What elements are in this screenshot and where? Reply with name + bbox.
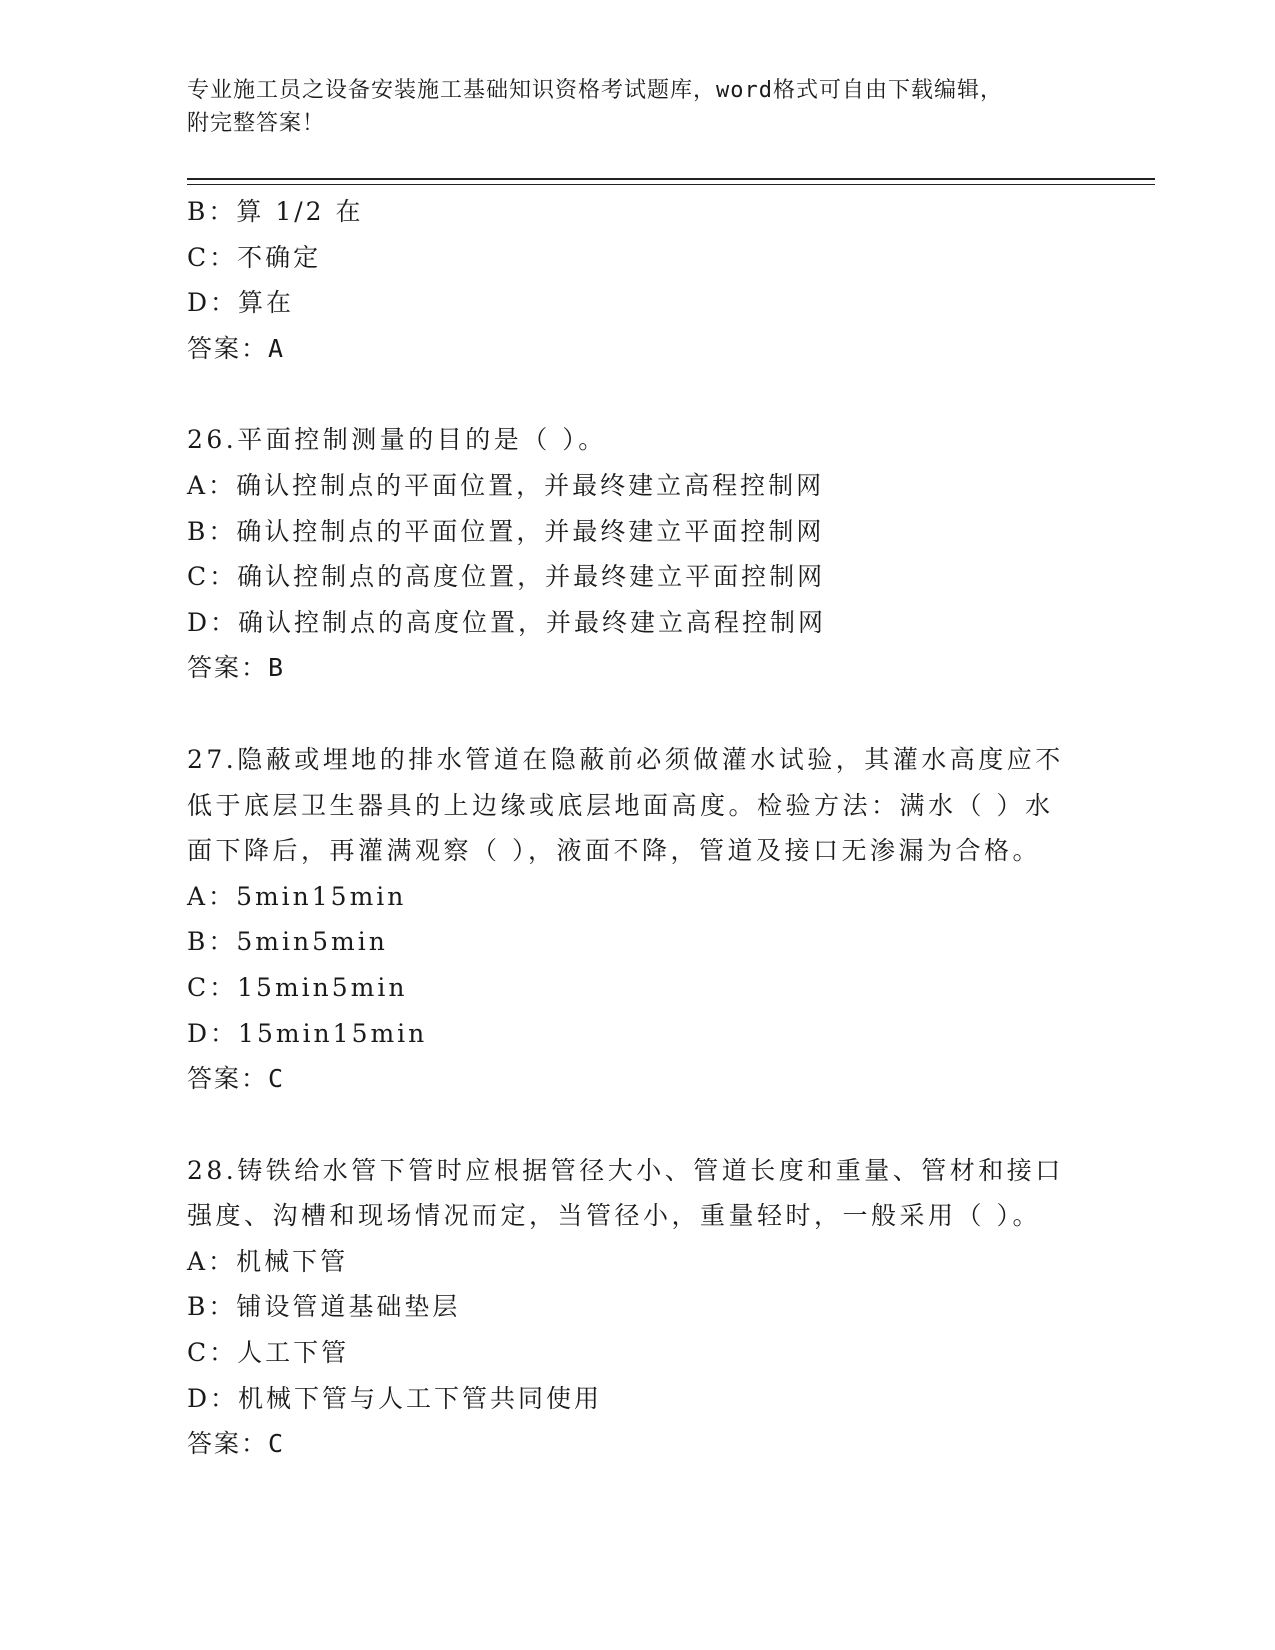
question-stem-line: 26.平面控制测量的目的是（ ）。 <box>187 425 607 455</box>
question-list <box>187 189 1087 1467</box>
answer-value: C <box>268 1429 286 1459</box>
option-text: 铺设管道基础垫层 <box>236 1292 461 1322</box>
option-label: C： <box>187 972 238 1002</box>
question-stem-line: 低于底层卫生器具的上边缘或底层地面高度。检验方法：满水（ ）水 <box>187 790 1054 820</box>
document-header <box>187 74 1067 140</box>
answer-value: C <box>268 1064 286 1094</box>
question-block <box>187 737 1087 1102</box>
option-label: B： <box>187 1292 237 1322</box>
option-label: C： <box>187 562 238 592</box>
answer-label: 答案： <box>187 653 269 683</box>
option-text: 15min5min <box>237 972 408 1002</box>
option-text: 确认控制点的高度位置，并最终建立高程控制网 <box>238 607 827 637</box>
question-25-continued <box>187 189 1087 371</box>
option-text: 确认控制点的平面位置，并最终建立高程控制网 <box>236 470 825 500</box>
question-block <box>187 1148 1087 1467</box>
option-text: 机械下管 <box>236 1246 349 1276</box>
option-line <box>187 554 1087 600</box>
question-gap <box>187 691 1087 737</box>
answer-value: B <box>268 653 286 683</box>
option-line <box>187 965 1087 1011</box>
question-stem-line: 27.隐蔽或埋地的排水管道在隐蔽前必须做灌水试验，其灌水高度应不 <box>187 744 1064 774</box>
option-text: 15min15min <box>238 1018 428 1048</box>
option-label: B： <box>187 927 237 957</box>
option-text: 5min5min <box>236 927 388 957</box>
option-line <box>187 919 1087 965</box>
option-line <box>187 463 1087 509</box>
option-label: C： <box>187 1338 238 1368</box>
option-text: 确认控制点的高度位置，并最终建立平面控制网 <box>237 562 826 592</box>
question-block <box>187 417 1087 691</box>
answer-line <box>187 1421 1087 1467</box>
header-divider-thick <box>187 178 1155 180</box>
option-b: B：算 1/2 在 <box>187 197 364 226</box>
header-divider-thin <box>187 184 1155 185</box>
option-line <box>187 1376 1087 1422</box>
question-stem-line: 强度、沟槽和现场情况而定，当管径小，重量轻时，一般采用（ ）。 <box>187 1201 1041 1231</box>
option-label: D： <box>187 1383 239 1413</box>
option-text: 确认控制点的平面位置，并最终建立平面控制网 <box>236 516 825 546</box>
option-text: 5min15min <box>236 881 407 911</box>
option-line <box>187 1330 1087 1376</box>
header-line-2: 附完整答案！ <box>187 111 326 136</box>
option-label: D： <box>187 607 239 637</box>
option-label: A： <box>187 881 237 911</box>
question-stem-line: 28.铸铁给水管下管时应根据管径大小、管道长度和重量、管材和接口 <box>187 1155 1064 1185</box>
answer-label: 答案： <box>187 1064 269 1094</box>
option-label: A： <box>187 1246 237 1276</box>
answer-label: 答案： <box>187 1429 269 1459</box>
option-line <box>187 874 1087 920</box>
option-label: B： <box>187 516 237 546</box>
answer-line: 答案：A <box>187 333 286 363</box>
option-label: D： <box>187 1018 239 1048</box>
question-gap <box>187 371 1087 417</box>
option-c: C：不确定 <box>187 242 322 272</box>
answer-line <box>187 645 1087 691</box>
option-line <box>187 600 1087 646</box>
option-text: 人工下管 <box>237 1338 350 1368</box>
option-line <box>187 1239 1087 1285</box>
answer-line <box>187 1056 1087 1102</box>
option-text: 机械下管与人工下管共同使用 <box>238 1383 603 1413</box>
option-line <box>187 1011 1087 1057</box>
question-gap <box>187 1102 1087 1148</box>
option-line <box>187 509 1087 555</box>
option-label: A： <box>187 470 237 500</box>
question-stem-line: 面下降后，再灌满观察（ ），液面不降，管道及接口无渗漏为合格。 <box>187 836 1041 866</box>
header-line-1: 专业施工员之设备安装施工基础知识资格考试题库，word格式可自由下载编辑， <box>187 78 1003 103</box>
option-line <box>187 1284 1087 1330</box>
option-d: D：算在 <box>187 288 295 318</box>
